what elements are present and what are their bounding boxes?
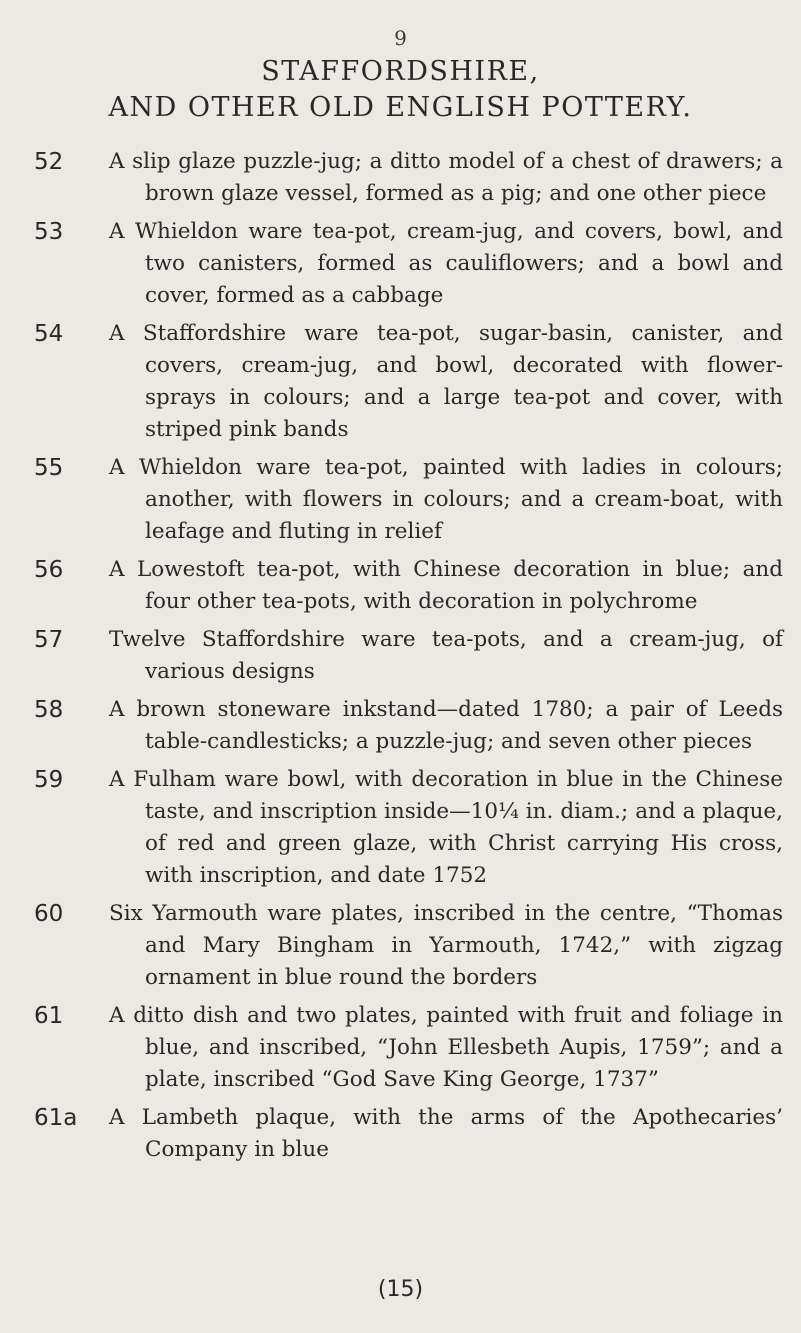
lot-description: Twelve Staffordshire ware tea-pots, and a cream-jug, of various designs [109, 627, 783, 684]
lot-entry [0, 1000, 801, 1096]
page-title: STAFFORDSHIRE, [261, 56, 540, 87]
page-mark: 9 [394, 26, 407, 50]
lot-number: 61 [34, 1003, 64, 1029]
lot-number: 56 [34, 557, 64, 583]
lot-entry [0, 216, 801, 312]
lot-entry [0, 898, 801, 994]
lot-number: 55 [34, 455, 64, 481]
lot-description: A ditto dish and two plates, painted with fruit and foliage in blue, and inscribed, “John Ellesbeth Aupis, 1759”; and a plate, inscribed “God Save King George, 1737” [109, 1003, 783, 1092]
lot-entry [0, 452, 801, 548]
lot-entry [0, 1102, 801, 1166]
lot-description: A brown stoneware inkstand—dated 1780; a pair of Leeds table-candlesticks; a puzzle-jug; and seven other pieces [109, 697, 783, 754]
page-subtitle: AND OTHER OLD ENGLISH POTTERY. [108, 92, 693, 123]
lot-number: 53 [34, 219, 64, 245]
lot-number: 52 [34, 149, 64, 175]
lot-description: Six Yarmouth ware plates, inscribed in the centre, “Thomas and Mary Bingham in Yarmouth, 1742,” with zigzag ornament in blue round the borders [109, 901, 783, 990]
lot-entry [0, 146, 801, 210]
lot-number: 59 [34, 767, 64, 793]
lot-entry [0, 694, 801, 758]
lot-description: A Whieldon ware tea-pot, painted with ladies in colours; another, with flowers in colours; and a cream-boat, with leafage and fluting in relief [109, 455, 783, 544]
lot-list [0, 146, 801, 1172]
lot-number: 60 [34, 901, 64, 927]
lot-entry [0, 624, 801, 688]
lot-number: 57 [34, 627, 64, 653]
lot-number: 58 [34, 697, 64, 723]
lot-entry [0, 554, 801, 618]
lot-description: A Whieldon ware tea-pot, cream-jug, and covers, bowl, and two canisters, formed as cauliflowers; and a bowl and cover, formed as a cabbage [109, 219, 783, 308]
lot-description: A Staffordshire ware tea-pot, sugar-basin, canister, and covers, cream-jug, and bowl, decorated with flower-sprays in colours; and a large tea-pot and cover, with striped pink bands [109, 321, 783, 442]
lot-number: 61a [34, 1105, 78, 1131]
lot-description: A Fulham ware bowl, with decoration in blue in the Chinese taste, and inscription inside—10¼ in. diam.; and a plaque, of red and green glaze, with Christ carrying His cross, with inscription, and date 1752 [109, 767, 783, 888]
lot-entry [0, 764, 801, 892]
lot-description: A slip glaze puzzle-jug; a ditto model of a chest of drawers; a brown glaze vessel, formed as a pig; and one other piece [109, 149, 783, 206]
page-number: (15) [377, 1277, 424, 1302]
lot-number: 54 [34, 321, 64, 347]
lot-description: A Lambeth plaque, with the arms of the Apothecaries’ Company in blue [109, 1105, 783, 1162]
lot-entry [0, 318, 801, 446]
lot-description: A Lowestoft tea-pot, with Chinese decoration in blue; and four other tea-pots, with decoration in polychrome [109, 557, 783, 614]
